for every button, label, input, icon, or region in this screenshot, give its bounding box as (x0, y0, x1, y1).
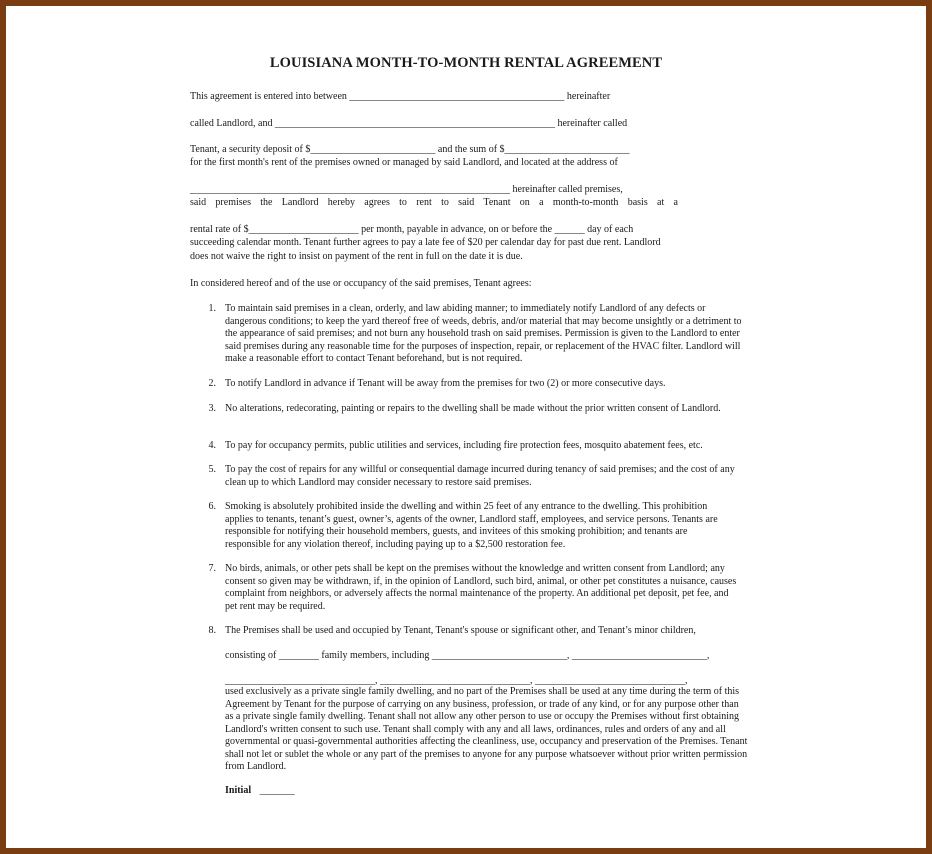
considered-line: In considered hereof and of the use or occupancy of the said premises, Tenant agrees: (190, 278, 532, 289)
item-number: 8. (208, 625, 216, 636)
family-members-blanks: ______________________________, ______________________________, ______________________________, (225, 675, 688, 686)
item-number: 5. (208, 464, 216, 475)
intro-line-8: succeeding calendar month. Tenant further agrees to pay a late fee of $20 per calendar day for past due rent. Landlord (190, 237, 661, 248)
list-item: No birds, animals, or other pets shall be kept on the premises without the knowledge and written consent from Landlord; any consent so given may be withdrawn, if, in the opinion of Landlord, such bird, animal, or other pet constitutes a nuisance, causes complaint from neighbors, or adversely affects the normal maintenance of the property. An additional pet deposit, pet fee, and pet rent may be required. (225, 563, 737, 612)
intro-line-7: rental rate of $______________________ per month, payable in advance, on or before the ______ day of each (190, 224, 634, 235)
list-item: To notify Landlord in advance if Tenant will be away from the premises for two (2) or more consecutive days. (225, 378, 666, 389)
list-item: No alterations, redecorating, painting or repairs to the dwelling shall be made without the prior written consent of Landlord. (225, 403, 721, 414)
initial-line (225, 785, 295, 798)
item-8-body: used exclusively as a private single family dwelling, and no part of the Premises shall be used at any time during the term of this Agreement by Tenant for the purpose of carrying on any business, profession, or trade of any kind, or for any purpose other than as a private single family dwelling. Tenant shall not allow any other person to use or occupy the Premises without first obtaining Landlord's written consent to such use. Tenant shall comply with any and all laws, ordinances, rules and orders of any and all governmental or quasi-governmental authorities affecting the cleanliness, use, occupancy and preservation of the Premises. Tenant shall not let or sublet the whole or any part of the premises to anyone for any purpose whatsoever without prior written permission from Landlord. (225, 686, 748, 772)
item-number: 3. (208, 403, 216, 414)
list-item: To pay for occupancy permits, public utilities and services, including fire protection fees, mosquito abatement fees, etc. (225, 440, 703, 451)
document-title: LOUISIANA MONTH-TO-MONTH RENTAL AGREEMENT (269, 55, 663, 71)
document-page (6, 6, 926, 848)
item-number: 7. (208, 563, 216, 574)
intro-line-1: This agreement is entered into between ___________________________________________ hereinafter (190, 91, 611, 102)
consisting-line: consisting of ________ family members, including ___________________________, ___________________________, (225, 650, 710, 661)
initial-blank[interactable]: _______ (259, 785, 295, 796)
list-item: The Premises shall be used and occupied by Tenant, Tenant's spouse or significant other, and Tenant’s minor children, (225, 625, 696, 636)
intro-line-3: Tenant, a security deposit of $_________________________ and the sum of $_________________________ (190, 144, 630, 155)
item-number: 6. (208, 501, 216, 512)
item-number: 2. (208, 378, 216, 389)
item-number: 4. (208, 440, 216, 451)
initial-label: Initial (225, 785, 252, 796)
intro-line-9: does not waive the right to insist on payment of the rent in full on the date it is due. (190, 251, 523, 262)
list-item: Smoking is absolutely prohibited inside the dwelling and within 25 feet of any entrance to the dwelling. This prohibition applies to tenants, tenant’s guest, owner’s, agents of the owner, Landlord staff, employees, and service persons. Tenants are responsible for notifying their household members, guests, and invitees of this smoking prohibition; and tenants are responsible for any violation thereof, including paying up to a $2,500 restoration fee. (225, 501, 718, 550)
item-number: 1. (208, 303, 216, 314)
intro-line-5: ________________________________________________________________ hereinafter called premises, (190, 184, 623, 195)
list-item: To pay the cost of repairs for any willful or consequential damage incurred during tenancy of said premises; and the cost of any clean up to which Landlord may consider necessary to restore said premises. (225, 464, 735, 488)
intro-line-4: for the first month's rent of the premises owned or managed by said Landlord, and located at the address of (190, 157, 618, 168)
list-item: To maintain said premises in a clean, orderly, and law abiding manner; to immediately notify Landlord of any defects or dangerous conditions; to keep the yard thereof free of weeds, debris, and/or material that may become unsightly or a detriment to the appearance of said premises; and not burn any household trash on said premises. Permission is given to the Landlord to enter said premises during any reasonable time for the purposes of inspection, repair, or replacement of the HVAC filter. Landlord will make a reasonable effort to contact Tenant beforehand, but is not required. (225, 303, 742, 364)
intro-line-2: called Landlord, and ________________________________________________________ hereinafter called (190, 118, 628, 129)
intro-line-6: said premises the Landlord hereby agrees to rent to said Tenant on a month-to-month basis at a (190, 197, 678, 208)
